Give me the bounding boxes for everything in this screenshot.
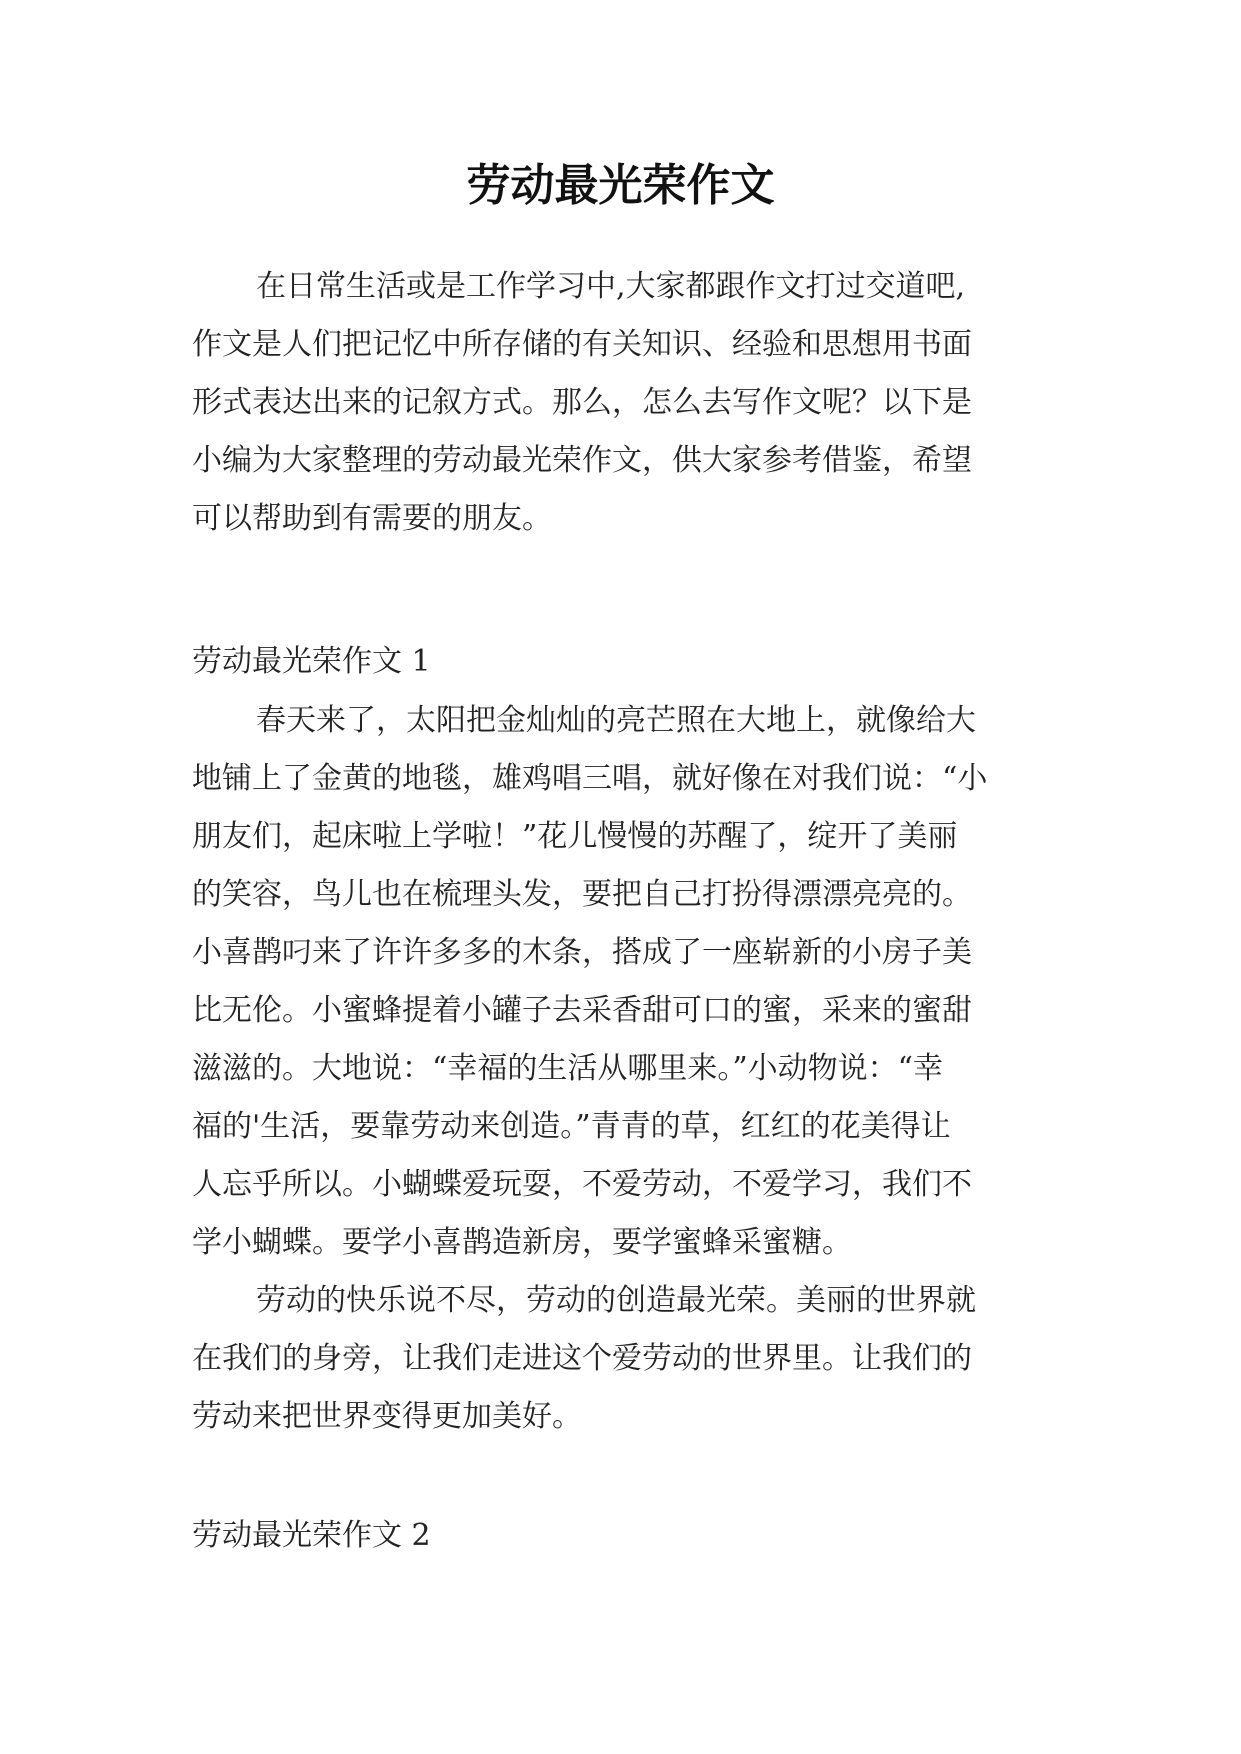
paragraph-line: 地铺上了金黄的地毯，雄鸡唱三唱，就好像在对我们说：“小 xyxy=(192,761,988,796)
intro-line: 在日常生活或是工作学习中,大家都跟作文打过交道吧, xyxy=(256,269,966,304)
paragraph-line: 人忘乎所以。小蝴蝶爱玩耍，不爱劳动，不爱学习，我们不 xyxy=(192,1167,972,1202)
intro-line: 小编为大家整理的劳动最光荣作文，供大家参考借鉴，希望 xyxy=(192,443,972,478)
paragraph-line: 滋滋的。大地说：“幸福的生活从哪里来。”小动物说：“幸 xyxy=(192,1051,944,1086)
section-heading-1: 劳动最光荣作文 1 xyxy=(192,644,431,679)
paragraph-line: 的笑容，鸟儿也在梳理头发，要把自己打扮得漂漂亮亮的。 xyxy=(192,877,972,912)
paragraph-line: 比无伦。小蜜蜂提着小罐子去采香甜可口的蜜，采来的蜜甜 xyxy=(192,993,972,1028)
section1-paragraph-1 xyxy=(192,692,1062,1272)
paragraph-line: 在我们的身旁，让我们走进这个爱劳动的世界里。让我们的 xyxy=(192,1341,972,1376)
paragraph-line: 福的'生活，要靠劳动来创造。”青青的草，红红的花美得让 xyxy=(192,1109,951,1144)
intro-line: 可以帮助到有需要的朋友。 xyxy=(192,501,552,536)
paragraph-line: 劳动的快乐说不尽，劳动的创造最光荣。美丽的世界就 xyxy=(256,1283,976,1318)
document-title: 劳动最光荣作文 xyxy=(466,160,775,211)
intro-line: 作文是人们把记忆中所存储的有关知识、经验和思想用书面 xyxy=(192,327,972,362)
paragraph-line: 劳动来把世界变得更加美好。 xyxy=(192,1399,582,1434)
intro-line: 形式表达出来的记叙方式。那么，怎么去写作文呢？以下是 xyxy=(192,385,972,420)
intro-paragraph xyxy=(192,258,1062,548)
paragraph-line: 小喜鹊叼来了许许多多的木条，搭成了一座崭新的小房子美 xyxy=(192,935,972,970)
paragraph-line: 学小蝴蝶。要学小喜鹊造新房，要学蜜蜂采蜜糖。 xyxy=(192,1225,852,1260)
paragraph-line: 春天来了，太阳把金灿灿的亮芒照在大地上，就像给大 xyxy=(256,703,976,738)
section1-paragraph-2 xyxy=(192,1272,1062,1446)
section-heading-2: 劳动最光荣作文 2 xyxy=(192,1518,431,1553)
paragraph-line: 朋友们，起床啦上学啦！”花儿慢慢的苏醒了，绽开了美丽 xyxy=(192,819,958,854)
